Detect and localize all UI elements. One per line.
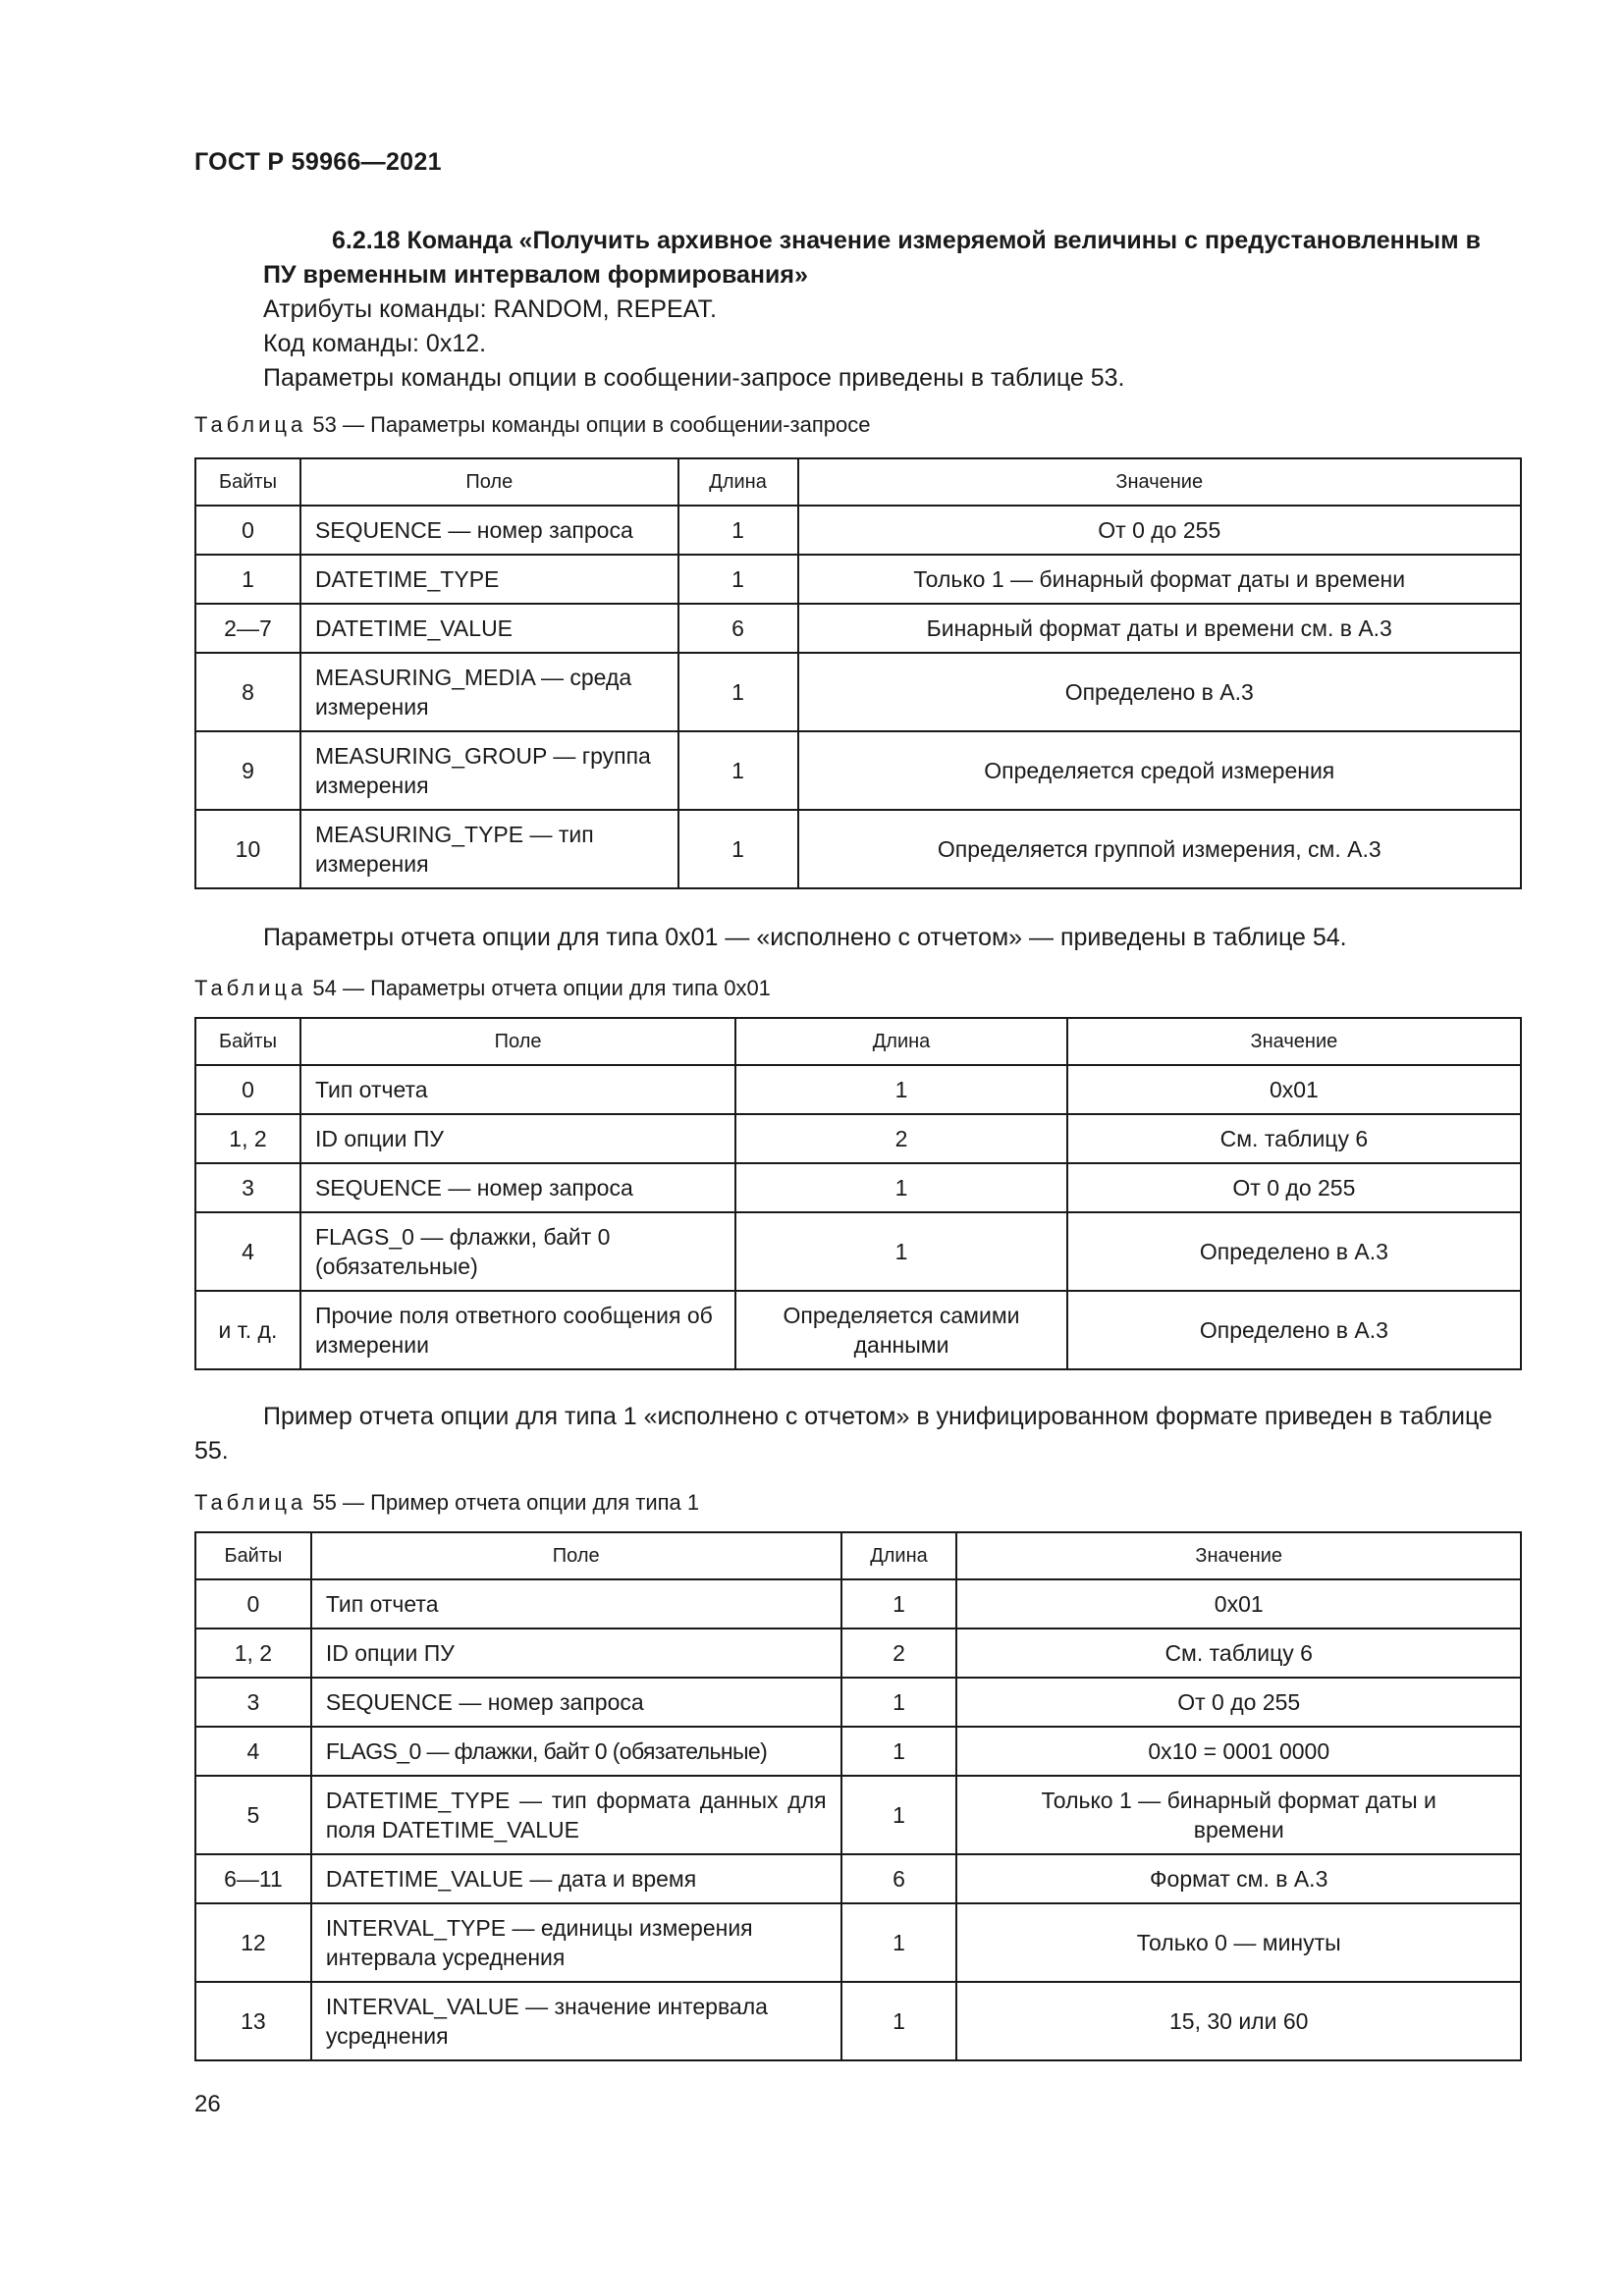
table-54-caption: Таблица 54 — Параметры отчета опции для типа 0x01 xyxy=(194,976,771,1000)
table-cell: MEASURING_GROUP — группа измерения xyxy=(300,731,678,810)
column-header: Поле xyxy=(300,458,678,506)
table-row xyxy=(195,1065,1521,1114)
table-cell: 15, 30 или 60 xyxy=(956,1982,1521,2060)
table-cell: DATETIME_TYPE xyxy=(300,555,678,604)
table-row xyxy=(195,1291,1521,1369)
section-line: Атрибуты команды: RANDOM, REPEAT. xyxy=(263,295,717,323)
column-header: Значение xyxy=(956,1532,1521,1579)
table-cell: 0x01 xyxy=(1067,1065,1521,1114)
table-cell: От 0 до 255 xyxy=(798,506,1521,555)
table-55 xyxy=(194,1531,1522,2061)
table-row xyxy=(195,1629,1521,1678)
section-line: Код команды: 0x12. xyxy=(263,330,487,357)
table-cell: MEASURING_MEDIA — среда измерения xyxy=(300,653,678,731)
column-header: Значение xyxy=(1067,1018,1521,1065)
table-cell: 1 xyxy=(841,1776,957,1854)
table-cell: 9 xyxy=(195,731,300,810)
table-cell: 1 xyxy=(841,1678,957,1727)
table-cell: 12 xyxy=(195,1903,311,1982)
table-cell: Тип отчета xyxy=(311,1579,841,1629)
table-55-caption: Таблица 55 — Пример отчета опции для типа 1 xyxy=(194,1490,700,1515)
table-cell: Только 1 — бинарный формат даты и времени xyxy=(956,1776,1521,1854)
table-cell: См. таблицу 6 xyxy=(956,1629,1521,1678)
table-cell: 1 xyxy=(195,555,300,604)
table-row xyxy=(195,810,1521,888)
table-cell: SEQUENCE — номер запроса xyxy=(300,1163,735,1212)
table-cell: 1, 2 xyxy=(195,1629,311,1678)
table-cell: 2 xyxy=(735,1114,1067,1163)
table-cell: 1 xyxy=(841,1579,957,1629)
table-row xyxy=(195,1903,1521,1982)
table-row xyxy=(195,1114,1521,1163)
table-cell: FLAGS_0 — флажки, байт 0 (обязательные) xyxy=(311,1727,841,1776)
column-header: Значение xyxy=(798,458,1521,506)
document-header: ГОСТ Р 59966—2021 xyxy=(194,148,442,176)
table-row xyxy=(195,1579,1521,1629)
table-header-row xyxy=(195,1018,1521,1065)
table-row xyxy=(195,555,1521,604)
table-cell: 0 xyxy=(195,506,300,555)
table-row xyxy=(195,1212,1521,1291)
table-cell: Только 1 — бинарный формат даты и времени xyxy=(798,555,1521,604)
table-row xyxy=(195,1678,1521,1727)
table-cell: 5 xyxy=(195,1776,311,1854)
table-cell: 1, 2 xyxy=(195,1114,300,1163)
table-cell: 1 xyxy=(841,1727,957,1776)
table-cell: 8 xyxy=(195,653,300,731)
table-row xyxy=(195,731,1521,810)
section-line: Параметры команды опции в сообщении-запросе приведены в таблице 53. xyxy=(263,364,1125,392)
column-header: Байты xyxy=(195,1532,311,1579)
table-cell: Определено в А.3 xyxy=(1067,1212,1521,1291)
table-cell: 2 xyxy=(841,1629,957,1678)
column-header: Длина xyxy=(735,1018,1067,1065)
table-cell: DATETIME_VALUE — дата и время xyxy=(311,1854,841,1903)
section-title: 6.2.18 Команда «Получить архивное значение измеряемой величины с предустановленным в ПУ временным интервалом формирования» xyxy=(263,227,1481,289)
table-cell: INTERVAL_TYPE — единицы измерения интервала усреднения xyxy=(311,1903,841,1982)
table-cell: 1 xyxy=(735,1163,1067,1212)
table-cell: 1 xyxy=(678,555,798,604)
table-row xyxy=(195,1776,1521,1854)
table-cell: ID опции ПУ xyxy=(311,1629,841,1678)
table-cell: 6 xyxy=(841,1854,957,1903)
table-row xyxy=(195,1163,1521,1212)
table-cell: INTERVAL_VALUE — значение интервала усреднения xyxy=(311,1982,841,2060)
table-row xyxy=(195,506,1521,555)
table-cell: 1 xyxy=(678,731,798,810)
table-cell: Формат см. в А.3 xyxy=(956,1854,1521,1903)
paragraph: Пример отчета опции для типа 1 «исполнено с отчетом» в унифицированном формате приведен в таблице 55. xyxy=(194,1403,1492,1465)
table-cell: и т. д. xyxy=(195,1291,300,1369)
table-row xyxy=(195,653,1521,731)
table-cell: ID опции ПУ xyxy=(300,1114,735,1163)
table-row xyxy=(195,604,1521,653)
column-header: Байты xyxy=(195,1018,300,1065)
table-cell: См. таблицу 6 xyxy=(1067,1114,1521,1163)
table-cell: SEQUENCE — номер запроса xyxy=(311,1678,841,1727)
table-cell: Определяется самими данными xyxy=(735,1291,1067,1369)
table-cell: 1 xyxy=(735,1065,1067,1114)
table-cell: 1 xyxy=(678,653,798,731)
column-header: Длина xyxy=(678,458,798,506)
table-cell: Тип отчета xyxy=(300,1065,735,1114)
table-cell: 4 xyxy=(195,1727,311,1776)
table-cell: 6—11 xyxy=(195,1854,311,1903)
table-cell: Бинарный формат даты и времени см. в А.3 xyxy=(798,604,1521,653)
table-cell: 0x01 xyxy=(956,1579,1521,1629)
paragraph: Параметры отчета опции для типа 0x01 — «исполнено с отчетом» — приведены в таблице 54. xyxy=(263,924,1347,951)
table-54 xyxy=(194,1017,1522,1370)
table-cell: 13 xyxy=(195,1982,311,2060)
table-cell: 1 xyxy=(678,506,798,555)
table-cell: 10 xyxy=(195,810,300,888)
table-cell: SEQUENCE — номер запроса xyxy=(300,506,678,555)
table-cell: MEASURING_TYPE — тип измерения xyxy=(300,810,678,888)
table-53-caption: Таблица 53 — Параметры команды опции в сообщении-запросе xyxy=(194,412,871,437)
table-cell: Определено в А.3 xyxy=(1067,1291,1521,1369)
table-cell: 0x10 = 0001 0000 xyxy=(956,1727,1521,1776)
table-cell: Определяется группой измерения, см. А.3 xyxy=(798,810,1521,888)
table-row xyxy=(195,1727,1521,1776)
column-header: Поле xyxy=(311,1532,841,1579)
table-header-row xyxy=(195,458,1521,506)
table-header-row xyxy=(195,1532,1521,1579)
table-row xyxy=(195,1854,1521,1903)
column-header: Байты xyxy=(195,458,300,506)
page-number: 26 xyxy=(194,2091,221,2117)
table-cell: 0 xyxy=(195,1579,311,1629)
table-cell: 6 xyxy=(678,604,798,653)
table-cell: Определено в А.3 xyxy=(798,653,1521,731)
table-53 xyxy=(194,457,1522,889)
table-cell: 1 xyxy=(841,1982,957,2060)
table-cell: 3 xyxy=(195,1163,300,1212)
table-cell: От 0 до 255 xyxy=(1067,1163,1521,1212)
table-cell: Определяется средой измерения xyxy=(798,731,1521,810)
table-cell: 1 xyxy=(841,1903,957,1982)
table-cell: Прочие поля ответного сообщения об измерении xyxy=(300,1291,735,1369)
table-cell: DATETIME_VALUE xyxy=(300,604,678,653)
table-cell: DATETIME_TYPE — тип формата данных для поля DATETIME_VALUE xyxy=(311,1776,841,1854)
table-cell: 3 xyxy=(195,1678,311,1727)
table-cell: 2—7 xyxy=(195,604,300,653)
table-cell: 0 xyxy=(195,1065,300,1114)
column-header: Поле xyxy=(300,1018,735,1065)
section-6-2-18 xyxy=(194,224,1520,396)
table-cell: FLAGS_0 — флажки, байт 0 (обязательные) xyxy=(300,1212,735,1291)
table-row xyxy=(195,1982,1521,2060)
table-cell: От 0 до 255 xyxy=(956,1678,1521,1727)
table-cell: 1 xyxy=(678,810,798,888)
table-cell: Только 0 — минуты xyxy=(956,1903,1521,1982)
table-cell: 1 xyxy=(735,1212,1067,1291)
column-header: Длина xyxy=(841,1532,957,1579)
table-cell: 4 xyxy=(195,1212,300,1291)
